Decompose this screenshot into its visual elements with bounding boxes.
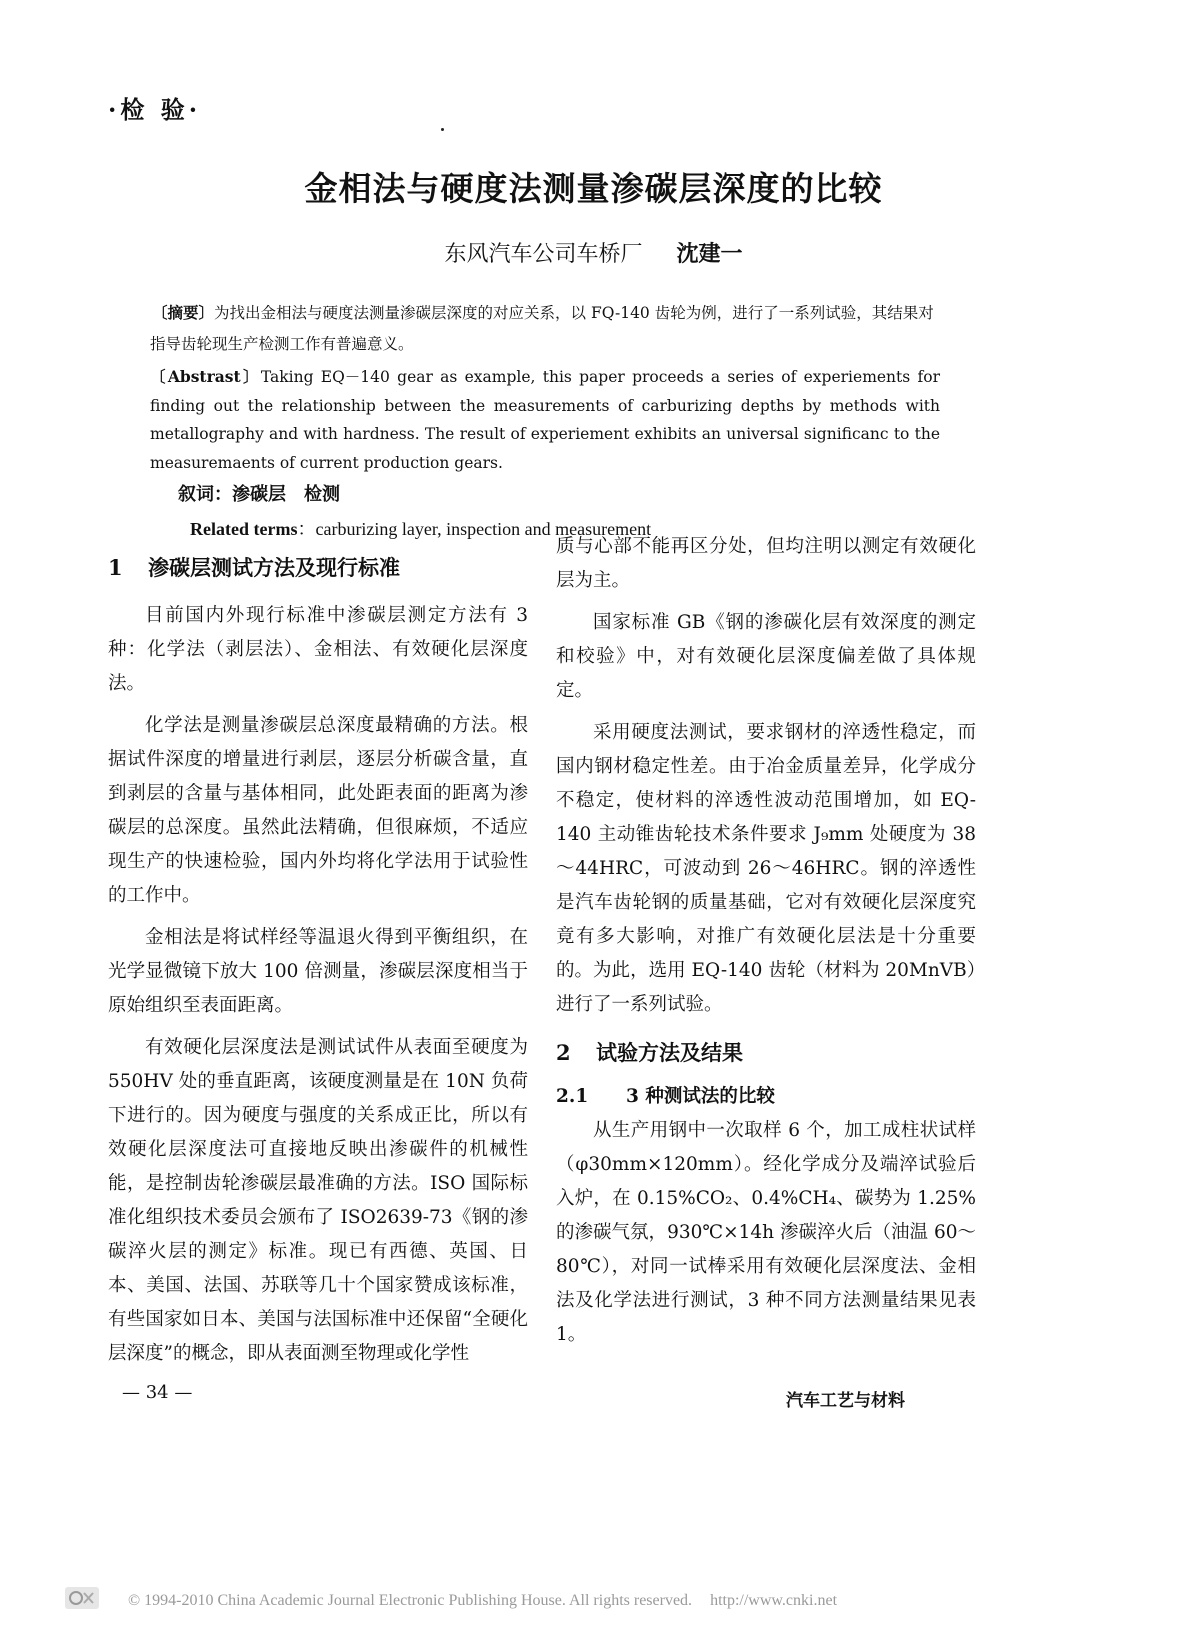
section-label: ·检 验·: [108, 95, 202, 124]
left-column: [108, 551, 528, 1379]
section-1-number: 1: [108, 555, 123, 580]
paragraph: 国家标准 GB《钢的渗碳化层有效深度的测定和校验》中，对有效硬化层深度偏差做了具体规定。: [556, 612, 976, 701]
subsection-2-1-title: 3 种测试法的比较: [626, 1086, 775, 1107]
abstract-zh-label: 〔摘要〕: [152, 303, 215, 322]
subsection-2-1-heading: [556, 1080, 976, 1114]
section-1-title: 渗碳层测试方法及现行标准: [148, 555, 400, 580]
paragraph: 目前国内外现行标准中渗碳层测定方法有 3 种：化学法（剥层法）、金相法、有效硬化层深度法。: [108, 605, 528, 694]
abstract-zh-text: 为找出金相法与硬度法测量渗碳层深度的对应关系，以 FQ-140 齿轮为例，进行了一系列试验，其结果对指导齿轮现生产检测工作有普遍意义。: [150, 304, 934, 353]
section-1-heading: [108, 551, 528, 585]
paragraph: 从生产用钢中一次取样 6 个，加工成柱状试样（φ30mm×120mm）。经化学成分及端淬试验后入炉，在 0.15%CO₂、0.4%CH₄、碳势为 1.25%的渗碳气氛，930℃×14h 渗碳淬火后（油温 60～80℃），对同一试棒采用有效硬化层深度法、金相法及化学法进行测试，3 种不同方法测量结果见表 1。: [556, 1120, 976, 1345]
abstract-en-label: 〔Abstrast〕: [150, 367, 261, 386]
copyright-footer: [128, 1592, 837, 1610]
cnki-logo-icon: [65, 1587, 99, 1609]
abstract-en: [150, 363, 940, 477]
subsection-2-1-number: 2.1: [556, 1086, 589, 1107]
paragraph: 化学法是测量渗碳层总深度最精确的方法。根据试件深度的增量进行剥层，逐层分析碳含量，直到剥层的含量与基体相同，此处距表面的距离为渗碳层的总深度。虽然此法精确，但很麻烦，不适应现生产的快速检验，国内外均将化学法用于试验性的工作中。: [108, 715, 528, 906]
section-2-number: 2: [556, 1040, 571, 1065]
author-line: [0, 237, 1187, 268]
keywords-zh: 叙词：渗碳层 检测: [178, 484, 340, 505]
article-title: 金相法与硬度法测量渗碳层深度的比较: [304, 169, 883, 208]
right-column: [556, 530, 976, 1360]
journal-name: 汽车工艺与材料: [786, 1391, 905, 1411]
paragraph: 有效硬化层深度法是测试试件从表面至硬度为 550HV 处的垂直距离，该硬度测量是在 10N 负荷下进行的。因为硬度与强度的关系成正比，所以有效硬化层深度法可直接地反映出渗碳件的机械性能，是控制齿轮渗碳层最准确的方法。ISO 国际标准化组织技术委员会颁布了 ISO2639-73《钢的渗碳淬火层的测定》标准。现已有西德、英国、日本、美国、法国、苏联等几十个国家赞成该标准，有些国家如日本、美国与法国标准中还保留“全硬化层深度”的概念，即从表面测至物理或化学性: [108, 1037, 528, 1364]
section-2-heading: [556, 1036, 976, 1070]
keywords-en-label: Related terms: [190, 519, 298, 539]
cnki-link[interactable]: http://www.cnki.net: [710, 1592, 838, 1609]
print-speck: [441, 128, 444, 131]
page-number: — 34 —: [122, 1382, 193, 1403]
copyright-text: © 1994-2010 China Academic Journal Electronic Publishing House. All rights reserved.: [128, 1592, 693, 1609]
paragraph: 采用硬度法测试，要求钢材的淬透性稳定，而国内钢材稳定性差。由于冶金质量差异，化学成分不稳定，使材料的淬透性波动范围增加，如 EQ-140 主动锥齿轮技术条件要求 J₉mm 处硬度为 38～44HRC，可波动到 26～46HRC。钢的淬透性是汽车齿轮钢的质量基础，它对有效硬化层深度究竟有多大影响，对推广有效硬化层法是十分重要的。为此，选用 EQ-140 齿轮（材料为 20MnVB）进行了一系列试验。: [556, 722, 976, 1015]
author-name: 沈建一: [676, 241, 743, 267]
keywords-en-text: ：carburizing layer, inspection and measurement: [297, 519, 652, 539]
section-2-title: 试验方法及结果: [596, 1040, 743, 1065]
affiliation: 东风汽车公司车桥厂: [444, 242, 643, 267]
paragraph: 金相法是将试样经等温退火得到平衡组织，在光学显微镜下放大 100 倍测量，渗碳层深度相当于原始组织至表面距离。: [108, 927, 528, 1016]
paragraph-continuation: 质与心部不能再区分处，但均注明以测定有效硬化层为主。: [556, 536, 976, 591]
abstract-en-text: Taking EQ－140 gear as example, this paper proceeds a series of experiements for finding out the relationship between the measurements of carburizing depths by methods with metallography and with hardness. The result of experiement exhibits an universal significanc to the measuremaents of current production gears.: [150, 368, 940, 472]
abstract-zh: [150, 297, 940, 360]
